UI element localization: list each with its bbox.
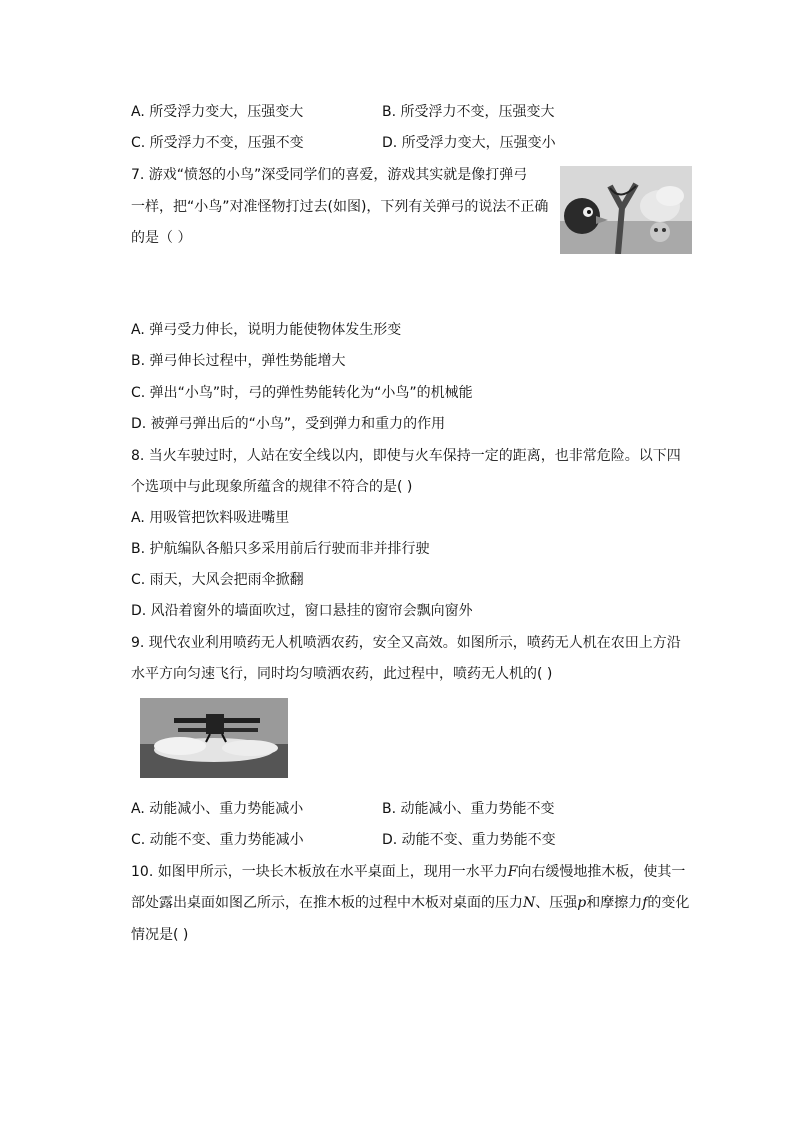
angry-birds-slingshot-image	[560, 166, 692, 254]
q9-option-c: C. 动能不变、重力势能减小	[131, 832, 304, 848]
q7-option-b: B. 弹弓伸长过程中，弹性势能增大	[131, 353, 346, 369]
q9-stem-line2: 水平方向匀速飞行，同时均匀喷洒农药，此过程中，喷药无人机的( )	[131, 666, 553, 682]
q10-stem-line3: 情况是( )	[131, 927, 189, 943]
q7-option-a: A. 弹弓受力伸长，说明力能使物体发生形变	[131, 322, 402, 338]
var-p-pressure: p	[577, 895, 587, 911]
q7-option-d: D. 被弹弓弹出后的“小鸟”，受到弹力和重力的作用	[131, 416, 446, 432]
q7-option-c: C. 弹出“小鸟”时，弓的弹性势能转化为“小鸟”的机械能	[131, 385, 473, 401]
var-f-force: F	[507, 864, 518, 880]
q9-option-d: D. 动能不变、重力势能不变	[382, 832, 556, 848]
q10-text: 和摩擦力	[586, 895, 643, 911]
q8-stem-line1: 8. 当火车驶过时，人站在安全线以内，即使与火车保持一定的距离，也非常危险。以下四	[131, 448, 681, 464]
q10-stem-line1	[131, 862, 685, 882]
q10-text: 的变化	[647, 895, 690, 911]
q8-option-a: A. 用吸管把饮料吸进嘴里	[131, 510, 290, 526]
q6-option-d: D. 所受浮力变大，压强变小	[382, 135, 556, 151]
q9-option-b: B. 动能减小、重力势能不变	[382, 801, 555, 817]
q9-option-a: A. 动能减小、重力势能减小	[131, 801, 304, 817]
var-n-pressure-force: N	[523, 895, 536, 911]
q6-option-c: C. 所受浮力不变，压强不变	[131, 135, 304, 151]
q10-text: 向右缓慢地推木板，使其一	[517, 864, 686, 880]
q6-option-b: B. 所受浮力不变，压强变大	[382, 104, 555, 120]
q6-option-a: A. 所受浮力变大，压强变大	[131, 104, 304, 120]
q7-stem-line1: 7. 游戏“愤怒的小鸟”深受同学们的喜爱，游戏其实就是像打弹弓	[131, 167, 528, 183]
q7-stem-line2: 一样，把“小鸟”对准怪物打过去(如图)，下列有关弹弓的说法不正确	[131, 199, 549, 215]
var-f-friction: f	[642, 895, 648, 911]
q8-option-c: C. 雨天，大风会把雨伞掀翻	[131, 572, 304, 588]
q8-stem-line2: 个选项中与此现象所蕴含的规律不符合的是( )	[131, 479, 413, 495]
q10-text: 、压强	[535, 895, 578, 911]
q10-text: 10. 如图甲所示，一块长木板放在水平桌面上，现用一水平力	[131, 864, 508, 880]
q8-option-d: D. 风沿着窗外的墙面吹过，窗口悬挂的窗帘会飘向窗外	[131, 603, 473, 619]
q9-stem-line1: 9. 现代农业利用喷药无人机喷洒农药，安全又高效。如图所示，喷药无人机在农田上方沿	[131, 635, 681, 651]
q10-stem-line2	[131, 893, 689, 913]
q8-option-b: B. 护航编队各船只多采用前后行驶而非并排行驶	[131, 541, 430, 557]
q7-stem-line3: 的是（ ）	[131, 230, 192, 246]
q10-text: 部处露出桌面如图乙所示，在推木板的过程中木板对桌面的压力	[131, 895, 523, 911]
crop-duster-airplane-image	[140, 698, 288, 778]
